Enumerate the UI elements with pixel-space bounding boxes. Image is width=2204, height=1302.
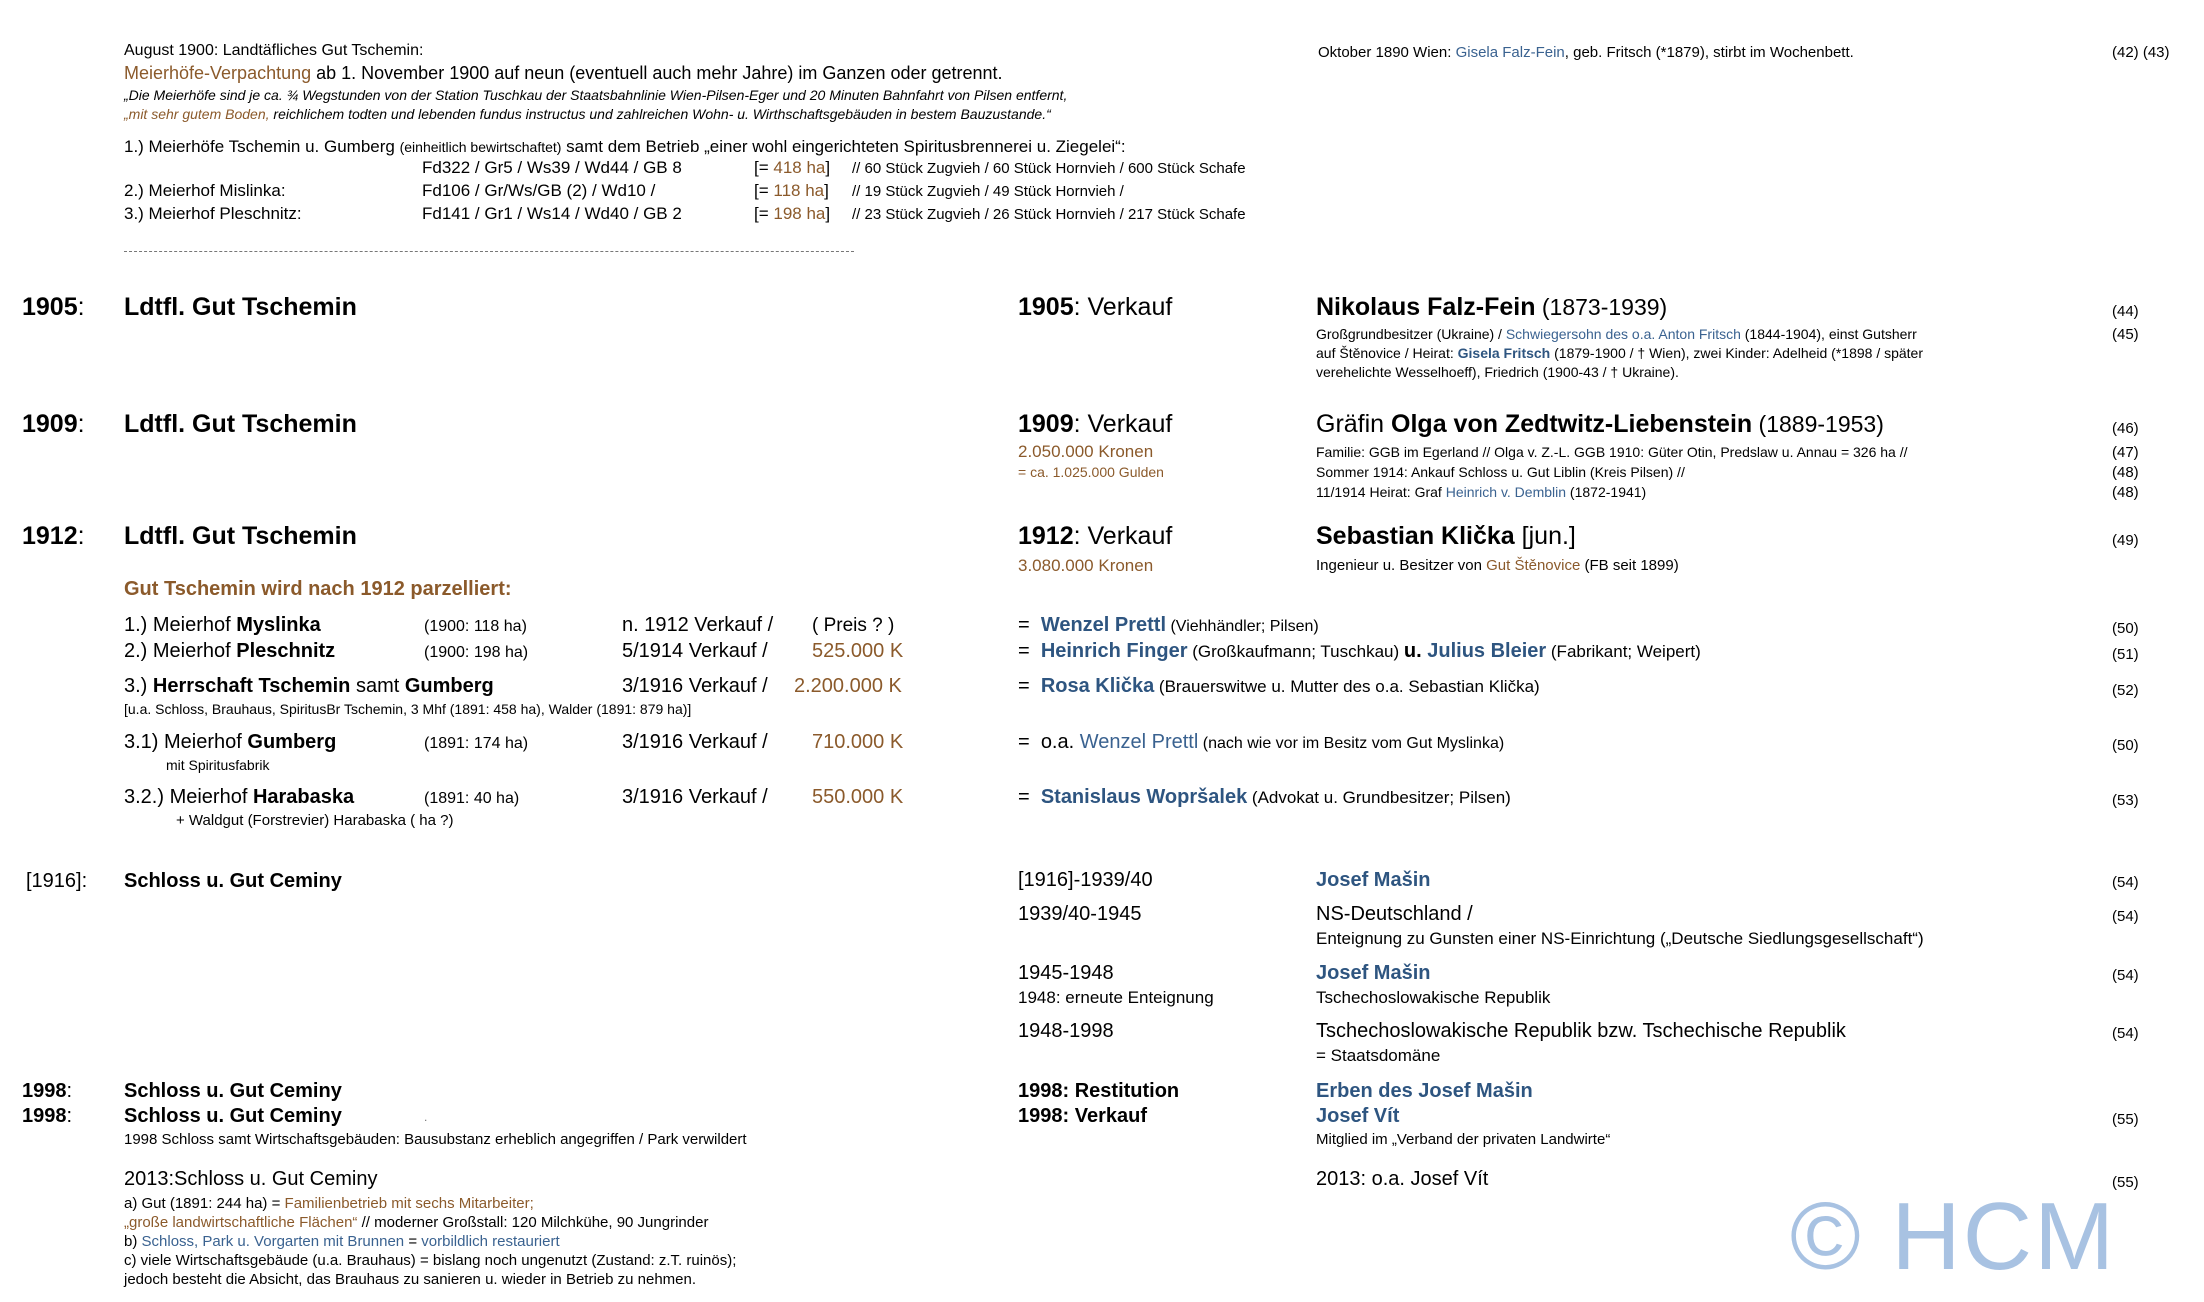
parcel-harabaska-ha: (1891: 40 ha) bbox=[424, 790, 520, 807]
ref-48a: (48) bbox=[2112, 464, 2139, 481]
year-1916: [1916]: bbox=[26, 870, 88, 892]
parcel-harabaska-note: + Waldgut (Forstrevier) Harabaska ( ha ?) bbox=[176, 812, 454, 829]
owner-1998-sub: Mitglied im „Verband der privaten Landwirte“ bbox=[1316, 1131, 1611, 1148]
buyer-1912-desc bbox=[1316, 557, 1679, 574]
sale-year: 1905 bbox=[1018, 293, 1074, 321]
name: Myslinka bbox=[236, 614, 321, 636]
colon: : bbox=[66, 1080, 73, 1102]
parcel-pleschnitz-ha: (1900: 198 ha) bbox=[424, 644, 529, 661]
top-right-note bbox=[1318, 44, 1854, 61]
a-brn: Familienbetrieb mit sechs Mitarbeiter; bbox=[284, 1195, 534, 1212]
parcel-herrschaft-note: [u.a. Schloss, Brauhaus, SpiritusBr Tschemin, 3 Mhf (1891: 458 ha), Walder (1891: 879 ha)] bbox=[124, 701, 692, 717]
desc: (Großkaufmann; Tuschkau) bbox=[1187, 642, 1404, 661]
buyer-1912 bbox=[1316, 522, 1576, 551]
buyer-1909-desc-3 bbox=[1316, 484, 1646, 500]
buyer-name: Sebastian Klička bbox=[1316, 522, 1515, 550]
a2-brn: „große landwirtschaftliche Flächen“ bbox=[124, 1214, 358, 1231]
desc: (nach wie vor im Besitz vom Gut Myslinka) bbox=[1198, 735, 1505, 752]
parcel-gumberg-note: mit Spiritusfabrik bbox=[166, 757, 270, 773]
parcel-pleschnitz-sale: 5/1914 Verkauf / bbox=[622, 640, 768, 662]
ref-50b: (50) bbox=[2112, 737, 2139, 754]
farm2-stock: // 19 Stück Zugvieh / 49 Stück Hornvieh / bbox=[852, 183, 1124, 200]
owner-1939: NS-Deutschland / bbox=[1316, 903, 1473, 925]
parcel-gumberg-sale: 3/1916 Verkauf / bbox=[622, 731, 768, 753]
quote2-rest: reichlichem todten und lebenden fundus instructus und zahlreichen Wohn- u. Wirthschaftsgebäuden in bestem Bauzustande.“ bbox=[269, 106, 1051, 122]
parcel-herrschaft-sale: 3/1916 Verkauf / bbox=[622, 675, 768, 697]
name: Pleschnitz bbox=[236, 640, 336, 662]
price-1912: 3.080.000 Kronen bbox=[1018, 556, 1154, 575]
year-1909: 1909: bbox=[22, 410, 85, 438]
d3c: (1872-1941) bbox=[1566, 484, 1647, 500]
ha-pre: [= bbox=[754, 204, 774, 223]
pre: 3.1) Meierhof bbox=[124, 731, 248, 753]
sale-label: : Verkauf bbox=[1073, 293, 1173, 321]
ha-post: ] bbox=[825, 204, 831, 223]
parcel-gumberg-price: 710.000 K bbox=[812, 731, 904, 753]
ha-pre: [= bbox=[754, 158, 774, 177]
eq: = bbox=[1018, 786, 1030, 808]
ref-42-43: (42) (43) bbox=[2112, 44, 2170, 61]
price-1909-gulden: = ca. 1.025.000 Gulden bbox=[1018, 464, 1164, 480]
farm1-ha bbox=[754, 158, 830, 178]
buyer-suffix: [jun.] bbox=[1514, 522, 1576, 550]
desc2: (Fabrikant; Weipert) bbox=[1546, 642, 1701, 661]
note-2013-c1: c) viele Wirtschaftsgebäude (u.a. Brauhaus) = bislang noch ungenutzt (Zustand: z.T. ruinös); bbox=[124, 1252, 737, 1269]
ref-55b: (55) bbox=[2112, 1174, 2139, 1191]
owner-1998-vit: Josef Vít bbox=[1316, 1105, 1400, 1127]
year-1998b bbox=[22, 1105, 72, 1128]
year: 1998 bbox=[22, 1080, 67, 1102]
year: 1998 bbox=[22, 1105, 67, 1127]
period-1939: 1939/40-1945 bbox=[1018, 903, 1142, 925]
buyer: Heinrich Finger bbox=[1040, 640, 1188, 662]
year: 1912 bbox=[22, 522, 78, 550]
b-pre: b) bbox=[124, 1233, 142, 1250]
parcel-myslinka-ha: (1900: 118 ha) bbox=[424, 618, 527, 635]
sale-label: : Verkauf bbox=[1073, 522, 1173, 550]
desc: (Advokat u. Grundbesitzer; Pilsen) bbox=[1247, 788, 1511, 807]
parcel-gumberg-buyer bbox=[1018, 731, 1504, 754]
ref-50a: (50) bbox=[2112, 620, 2139, 637]
sale-1998 bbox=[1018, 1105, 1147, 1128]
ref-44: (44) bbox=[2112, 303, 2139, 320]
owner-2013: 2013: o.a. Josef Vít bbox=[1316, 1168, 1489, 1190]
divider bbox=[124, 251, 854, 252]
d3a: 11/1914 Heirat: Graf bbox=[1316, 484, 1446, 500]
eq: = bbox=[1018, 640, 1030, 662]
farm3-stock: // 23 Stück Zugvieh / 26 Stück Hornvieh / 217 Stück Schafe bbox=[852, 206, 1246, 223]
farm2-ha bbox=[754, 181, 829, 201]
d2a: auf Štěnovice / Heirat: bbox=[1316, 345, 1458, 361]
a-pre: a) Gut (1891: 244 ha) = bbox=[124, 1195, 285, 1212]
note-2013-a bbox=[124, 1195, 534, 1212]
ref-47: (47) bbox=[2112, 444, 2139, 461]
parcel-myslinka bbox=[124, 614, 321, 637]
d1a: Ingenieur u. Besitzer von bbox=[1316, 557, 1487, 574]
farm2-label: 2.) Meierhof Mislinka: bbox=[124, 181, 286, 200]
period-1916: [1916]-1939/40 bbox=[1018, 869, 1153, 891]
d1b: Schwiegersohn des o.a. Anton Fritsch bbox=[1505, 326, 1741, 342]
buyer: Wenzel Prettl bbox=[1040, 614, 1167, 636]
farm1-label: 1.) Meierhöfe Tschemin u. Gumberg bbox=[124, 137, 400, 156]
parcel-harabaska bbox=[124, 786, 354, 809]
desc: (Viehhändler; Pilsen) bbox=[1166, 618, 1319, 635]
owner-1916: Josef Mašin bbox=[1316, 869, 1431, 891]
parcel-heading: Gut Tschemin wird nach 1912 parzelliert: bbox=[124, 578, 512, 600]
buyer-1905-desc-2 bbox=[1316, 345, 1923, 361]
year-1998a bbox=[22, 1080, 72, 1103]
quote2-highlight: „mit sehr gutem Boden, bbox=[124, 106, 270, 122]
year: 1905 bbox=[22, 293, 78, 321]
d3b: Heinrich v. Demblin bbox=[1445, 484, 1567, 500]
estate-1916: Schloss u. Gut Ceminy bbox=[124, 870, 342, 892]
ref-46: (46) bbox=[2112, 420, 2139, 437]
buyer-1909-desc-2: Sommer 1914: Ankauf Schloss u. Gut Liblin (Kreis Pilsen) // bbox=[1316, 464, 1685, 480]
intro-quote-2 bbox=[124, 106, 1051, 122]
owner-1948: Tschechoslowakische Republik bzw. Tschechische Republik bbox=[1316, 1020, 1846, 1042]
farm3-ha bbox=[754, 204, 830, 224]
name2: Gumberg bbox=[404, 675, 494, 697]
buyer-pre: Gräfin bbox=[1316, 410, 1392, 438]
estate-1998b: Schloss u. Gut Ceminy bbox=[124, 1105, 342, 1127]
sale-year: 1912 bbox=[1018, 522, 1074, 550]
farm1-codes: Fd322 / Gr5 / Ws39 / Wd44 / GB 8 bbox=[422, 158, 682, 177]
farm1-line bbox=[124, 137, 1126, 157]
buyer-1905 bbox=[1316, 293, 1667, 322]
pre: 3.) bbox=[124, 675, 153, 697]
name: Gumberg bbox=[247, 731, 337, 753]
parcel-gumberg-ha: (1891: 174 ha) bbox=[424, 735, 529, 752]
farm1-note: (einheitlich bewirtschaftet) bbox=[399, 139, 562, 155]
eq: = bbox=[1018, 731, 1030, 753]
buyer: Wenzel Prettl bbox=[1079, 731, 1199, 753]
and: u. bbox=[1403, 640, 1428, 662]
tr-a: Oktober 1890 Wien: bbox=[1318, 44, 1456, 61]
year-1912: 1912: bbox=[22, 522, 85, 550]
tr-name: Gisela Falz-Fein bbox=[1455, 44, 1565, 61]
owner-1939-sub: Enteignung zu Gunsten einer NS-Einrichtung („Deutsche Siedlungsgesellschaft“) bbox=[1316, 929, 1924, 948]
buyer-name: Nikolaus Falz-Fein bbox=[1316, 293, 1536, 321]
b-blu2: vorbildlich restauriert bbox=[421, 1233, 560, 1250]
ref-54d: (54) bbox=[2112, 1025, 2139, 1042]
farm2-codes: Fd106 / Gr/Ws/GB (2) / Wd10 / bbox=[422, 181, 656, 200]
stray-dot: . bbox=[424, 1110, 428, 1124]
ref-54a: (54) bbox=[2112, 874, 2139, 891]
parcel-harabaska-sale: 3/1916 Verkauf / bbox=[622, 786, 768, 808]
copyright-watermark: © HCM bbox=[1790, 1183, 2117, 1290]
d1c: (1844-1904), einst Gutsherr bbox=[1740, 326, 1917, 342]
period-1948: 1948-1998 bbox=[1018, 1020, 1114, 1042]
ref-51: (51) bbox=[2112, 646, 2139, 663]
sale-label: : Verkauf bbox=[1073, 410, 1173, 438]
estate-1998-note: 1998 Schloss samt Wirtschaftsgebäuden: Bausubstanz erheblich angegriffen / Park verwildert bbox=[124, 1131, 747, 1148]
pre: 1.) Meierhof bbox=[124, 614, 237, 636]
sale-1912 bbox=[1018, 522, 1172, 551]
owner-1948-sub: = Staatsdomäne bbox=[1316, 1046, 1441, 1065]
ha-value: 198 ha bbox=[773, 204, 826, 223]
parcel-pleschnitz bbox=[124, 640, 335, 663]
eq: = bbox=[1018, 614, 1030, 636]
ha-value: 418 ha bbox=[773, 158, 826, 177]
lease-rest: ab 1. November 1900 auf neun (eventuell auch mehr Jahre) im Ganzen oder getrennt. bbox=[311, 63, 1003, 83]
ha-pre: [= bbox=[754, 181, 774, 200]
ha-post: ] bbox=[825, 158, 831, 177]
desc: (Brauerswitwe u. Mutter des o.a. Sebastian Klička) bbox=[1154, 677, 1540, 696]
d2b: Gisela Fritsch bbox=[1457, 345, 1551, 361]
ref-55a: (55) bbox=[2112, 1111, 2139, 1128]
b-mid: = bbox=[404, 1233, 422, 1250]
parcel-myslinka-buyer bbox=[1018, 614, 1319, 637]
estate-1998a: Schloss u. Gut Ceminy bbox=[124, 1080, 342, 1102]
parcel-myslinka-sale: n. 1912 Verkauf / bbox=[622, 614, 774, 636]
buyer-1905-desc-1 bbox=[1316, 326, 1917, 342]
estate-1905: Ldtfl. Gut Tschemin bbox=[124, 293, 357, 321]
sale-year: 1909 bbox=[1018, 410, 1074, 438]
label: : Restitution bbox=[1062, 1080, 1180, 1102]
pre: 3.2.) Meierhof bbox=[124, 786, 253, 808]
ha-value: 118 ha bbox=[773, 181, 825, 200]
period-1945: 1945-1948 bbox=[1018, 962, 1114, 984]
d1c: (FB seit 1899) bbox=[1580, 557, 1679, 574]
buyer-pre: o.a. bbox=[1040, 731, 1080, 753]
intro-quote-1: „Die Meierhöfe sind je ca. ¾ Wegstunden von der Station Tuschkau der Staatsbahnlinie Wien-Pilsen-Eger und 20 Minuten Bahnfahrt von Pilsen entfernt, bbox=[124, 87, 1068, 103]
tr-b: , geb. Fritsch (*1879), stirbt im Wochenbett. bbox=[1564, 44, 1854, 61]
restitution-1998 bbox=[1018, 1080, 1179, 1103]
parcel-herrschaft-buyer bbox=[1018, 675, 1540, 698]
parcel-pleschnitz-buyer bbox=[1018, 640, 1701, 663]
owner-1945-sub: Tschechoslowakische Republik bbox=[1316, 988, 1551, 1007]
farm3-label: 3.) Meierhof Pleschnitz: bbox=[124, 204, 302, 223]
name: Harabaska bbox=[252, 786, 355, 808]
colon: : bbox=[66, 1105, 73, 1127]
d1b: Gut Štěnovice bbox=[1486, 557, 1581, 574]
farm1-stock: // 60 Stück Zugvieh / 60 Stück Hornvieh / 600 Stück Schafe bbox=[852, 160, 1246, 177]
buyer: Stanislaus Wopršalek bbox=[1040, 786, 1248, 808]
parcel-gumberg bbox=[124, 731, 336, 754]
lease-lead: Meierhöfe-Verpachtung bbox=[124, 63, 312, 83]
ref-45: (45) bbox=[2112, 326, 2139, 343]
buyer-years: (1889-1953) bbox=[1752, 411, 1884, 437]
ref-54b: (54) bbox=[2112, 908, 2139, 925]
parcel-harabaska-buyer bbox=[1018, 786, 1511, 809]
pre: 2.) Meierhof bbox=[124, 640, 237, 662]
intro-title: August 1900: Landtäfliches Gut Tschemin: bbox=[124, 42, 424, 59]
buyer-name: Olga von Zedtwitz-Liebenstein bbox=[1391, 410, 1753, 438]
d1a: Großgrundbesitzer (Ukraine) / bbox=[1316, 326, 1506, 342]
ref-52: (52) bbox=[2112, 682, 2139, 699]
price-1909: 2.050.000 Kronen bbox=[1018, 442, 1154, 461]
name: Herrschaft Tschemin bbox=[152, 675, 351, 697]
buyer-1905-desc-3: verehelichte Wesselhoeff), Friedrich (1900-43 / † Ukraine). bbox=[1316, 364, 1679, 380]
farm3-codes: Fd141 / Gr1 / Ws14 / Wd40 / GB 2 bbox=[422, 204, 682, 223]
head-2013: 2013:Schloss u. Gut Ceminy bbox=[124, 1168, 378, 1190]
intro-lease-line bbox=[124, 63, 1003, 84]
note-2013-c2: jedoch besteht die Absicht, das Brauhaus zu sanieren u. wieder in Betrieb zu nehmen. bbox=[124, 1271, 697, 1288]
note-2013-b bbox=[124, 1233, 560, 1250]
ha-post: ] bbox=[824, 181, 829, 200]
farm1-desc: samt dem Betrieb „einer wohl eingerichteten Spiritusbrennerei u. Ziegelei“: bbox=[561, 137, 1126, 156]
buyer-1909 bbox=[1316, 410, 1884, 439]
label: : Verkauf bbox=[1062, 1105, 1147, 1127]
sale-1909 bbox=[1018, 410, 1172, 439]
parcel-myslinka-price: ( Preis ? ) bbox=[812, 615, 895, 636]
year: 1998 bbox=[1018, 1080, 1063, 1102]
buyer-years: (1873-1939) bbox=[1535, 294, 1668, 320]
year: 1998 bbox=[1018, 1105, 1063, 1127]
eq: = bbox=[1018, 675, 1030, 697]
estate-1912: Ldtfl. Gut Tschemin bbox=[124, 522, 357, 550]
parcel-pleschnitz-price: 525.000 K bbox=[812, 640, 904, 662]
d2c: (1879-1900 / † Wien), zwei Kinder: Adelheid (*1898 / später bbox=[1550, 345, 1924, 361]
parcel-herrschaft-price: 2.200.000 K bbox=[794, 675, 902, 697]
b-blu1: Schloss, Park u. Vorgarten mit Brunnen bbox=[141, 1233, 405, 1250]
estate-1909: Ldtfl. Gut Tschemin bbox=[124, 410, 357, 438]
note-2013-a2 bbox=[124, 1214, 708, 1231]
owner-1945: Josef Mašin bbox=[1316, 962, 1431, 984]
post: samt bbox=[350, 675, 405, 697]
ref-53: (53) bbox=[2112, 792, 2139, 809]
buyer: Rosa Klička bbox=[1040, 675, 1155, 697]
ref-49: (49) bbox=[2112, 532, 2139, 549]
parcel-harabaska-price: 550.000 K bbox=[812, 786, 904, 808]
period-1948-note: 1948: erneute Enteignung bbox=[1018, 988, 1214, 1007]
year: 1909 bbox=[22, 410, 78, 438]
parcel-herrschaft bbox=[124, 675, 494, 698]
a2-rest: // moderner Großstall: 120 Milchkühe, 90 Jungrinder bbox=[357, 1214, 709, 1231]
owner-1998-heirs: Erben des Josef Mašin bbox=[1316, 1080, 1533, 1102]
buyer-1909-desc-1: Familie: GGB im Egerland // Olga v. Z.-L. GGB 1910: Güter Otin, Predslaw u. Annau = 326 ha // bbox=[1316, 444, 1908, 460]
sale-1905 bbox=[1018, 293, 1172, 322]
year-1905: 1905: bbox=[22, 293, 85, 321]
ref-54c: (54) bbox=[2112, 967, 2139, 984]
buyer2: Julius Bleier bbox=[1427, 640, 1547, 662]
ref-48b: (48) bbox=[2112, 484, 2139, 501]
